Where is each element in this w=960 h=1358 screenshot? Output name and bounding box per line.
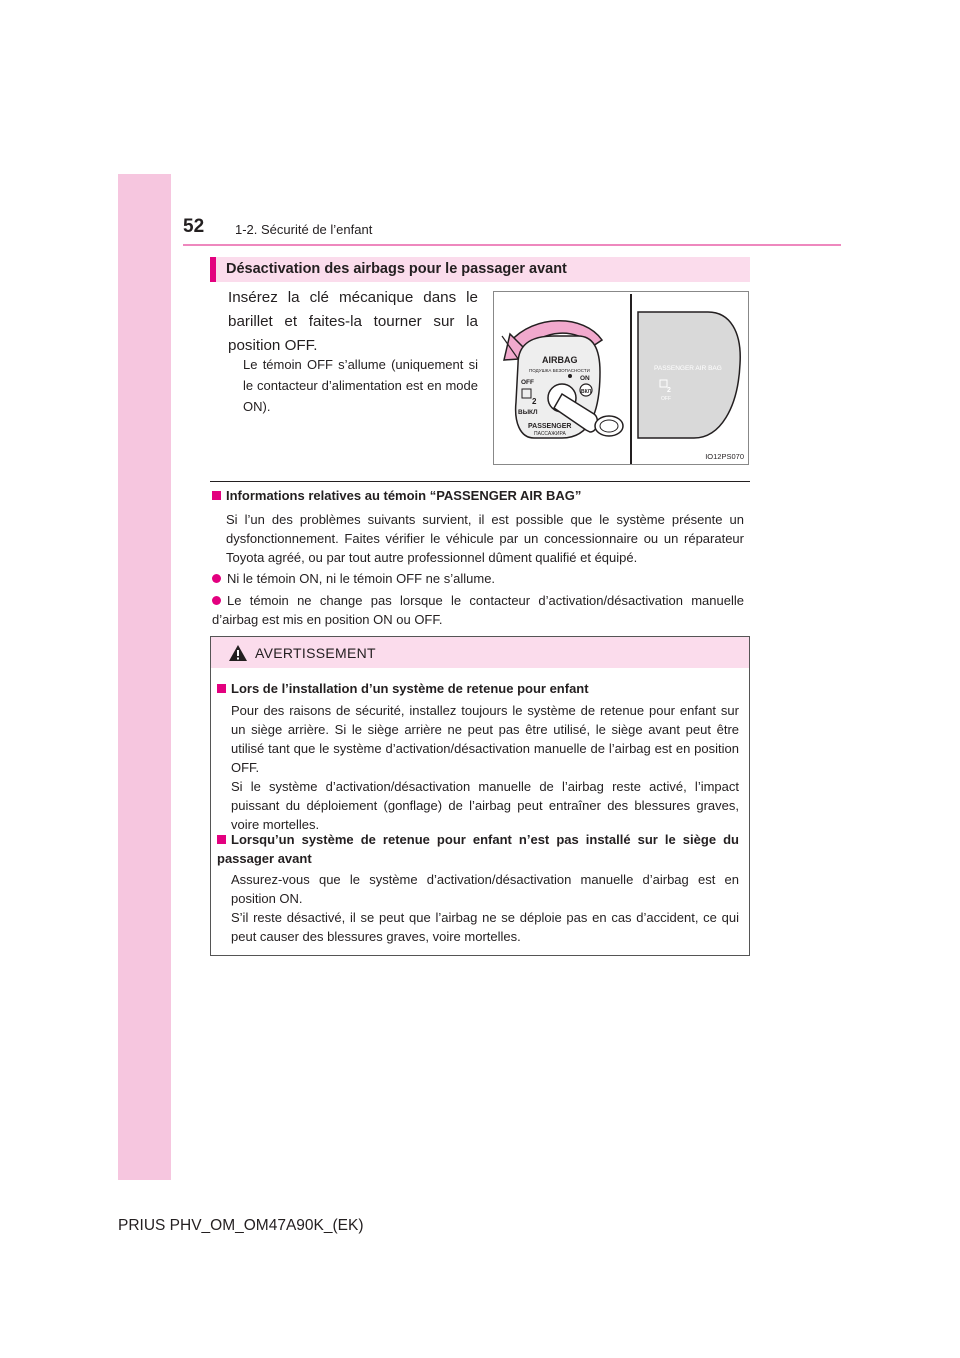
warning-triangle-icon [228,644,248,662]
info-title [212,488,581,503]
info-bullet-text: Ni le témoin ON, ni le témoin OFF ne s’allume. [227,571,496,586]
round-bullet-icon [212,596,221,605]
round-bullet-icon [212,574,221,583]
warning-item-title [217,830,739,868]
warning-item-body: Pour des raisons de sécurité, installez toujours le système de retenue pour enfant sur un siège arrière. Si le siège arrière ne peut pas être utilisé, le siège avant peut être utilisé tant que le système d’activation/désactivation manuelle de l’airbag est en position OFF. Si le système d’activation/désactivation manuelle de l’airbag reste activé, l’impact puissant du déploiement (gonflage) de l’airbag peut entraîner des blessures graves, voire mortelles. [231,703,739,832]
section-heading-text: Désactivation des airbags pour le passager avant [226,261,567,277]
warning-box [210,636,750,956]
info-title-text: Informations relatives au témoin “PASSENGER AIR BAG” [226,488,582,503]
passenger-ru-label: ПАССАЖИРА [534,431,566,437]
header-rule [183,244,841,246]
indicator-label: PASSENGER AIR BAG [654,365,722,372]
separator [210,481,750,482]
warning-header [211,637,749,668]
intro-note: Le témoin OFF s’allume (uniquement si le contacteur d’alimentation est en mode ON). [243,357,478,414]
airbag-switch-illustration [493,291,749,465]
info-bullet-text: Le témoin ne change pas lorsque le contacteur d’activation/désactivation manuelle d’airbag est mis en position ON ou OFF. [212,593,744,627]
intro-text: Insérez la clé mécanique dans le barillet et faites-la tourner sur la position OFF. [228,289,478,354]
off-label: OFF [521,379,534,386]
warning-item-title-text: Lors de l’installation d’un système de retenue pour enfant [231,681,589,696]
switch-subtitle: ПОДУШКА БЕЗОПАСНОСТИ [529,368,590,373]
square-bullet-icon [212,491,221,500]
page-number: 52 [183,216,205,237]
switch-title: AIRBAG [542,355,578,365]
warning-label: AVERTISSEMENT [255,645,376,661]
footer-code: PRIUS PHV_OM_OM47A90K_(EK) [118,1217,364,1234]
on-label: ON [580,375,590,382]
info-body: Si l’un des problèmes suivants survient, il est possible que le système présente un dysfonctionnement. Faites vérifier le véhicule par un concessionnaire ou un réparateur Toyota agréé, ou par tout autre professionnel dûment qualifié et équipé. [226,512,744,565]
info-bullet [212,591,744,629]
passenger-label: PASSENGER [528,423,572,430]
svg-text:2: 2 [667,387,671,394]
heading-accent [210,257,216,282]
section-heading [210,257,750,282]
illustration-code: IO12PS070 [705,452,744,461]
warning-item-title [217,681,589,696]
on-ru-label: ВКЛ [581,389,592,395]
info-bullet [212,569,495,588]
warning-item-title-text: Lorsqu’un système de retenue pour enfant n’est pas installé sur le siège du passager avant [217,832,739,866]
square-bullet-icon [217,684,226,693]
warning-item-body: Assurez-vous que le système d’activation/désactivation manuelle d’airbag est en position ON. S’il reste désactivé, il se peut que l’airbag ne se déploie pas en cas d’accident, ce qui peut causer des blessures graves, voire mortelles. [231,872,739,944]
indicator-off-label: OFF [661,396,671,402]
section-title: 1-2. Sécurité de l’enfant [235,222,373,237]
off-ru-label: ВЫКЛ [518,409,538,416]
side-tab [118,174,171,1180]
indicator-panel [638,312,740,438]
square-bullet-icon [217,835,226,844]
svg-text:2: 2 [532,397,537,406]
switch-drawing [494,292,750,466]
